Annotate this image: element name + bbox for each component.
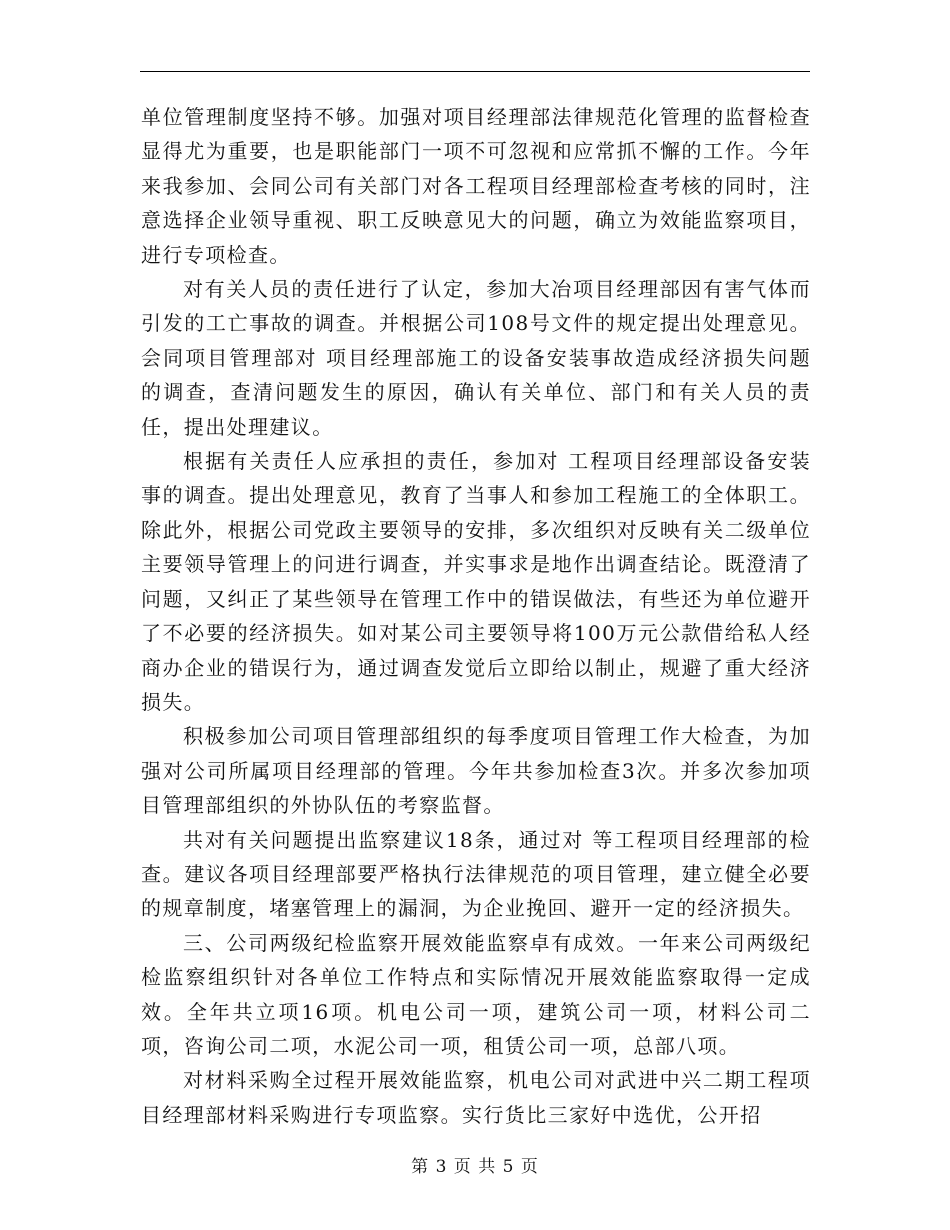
paragraph-3: 根据有关责任人应承担的责任，参加对 工程项目经理部设备安装事的调查。提出处理意见，教育了当事人和参加工程施工的全体职工。除此外，根据公司党政主要领导的安排，多次组织对反映有关二级单位主要领导管理上的问进行调查，并实事求是地作出调查结论。既澄清了问题，又纠正了某些领导在管理工作中的错误做法，有些还为单位避开了不必要的经济损失。如对某公司主要领导将100万元公款借给私人经商办企业的错误行为，通过调查发觉后立即给以制止，规避了重大经济损失。 bbox=[141, 449, 811, 714]
paragraph-2: 对有关人员的责任进行了认定，参加大冶项目经理部因有害气体而引发的工亡事故的调查。并根据公司108号文件的规定提出处理意见。会同项目管理部对 项目经理部施工的设备安装事故造成经济损失问题的调查，查清问题发生的原因，确认有关单位、部门和有关人员的责任，提出处理建议。 bbox=[141, 277, 811, 439]
paragraph-1: 单位管理制度坚持不够。加强对项目经理部法律规范化管理的监督检查显得尤为重要，也是职能部门一项不可忽视和应常抓不懈的工作。今年来我参加、会同公司有关部门对各工程项目经理部检查考核的同时，注意选择企业领导重视、职工反映意见大的问题，确立为效能监察项目，进行专项检查。 bbox=[141, 105, 811, 267]
header-rule bbox=[140, 71, 810, 72]
page-number-footer: 第 3 页 共 5 页 bbox=[411, 1157, 539, 1177]
paragraph-4: 积极参加公司项目管理部组织的每季度项目管理工作大检查，为加强对公司所属项目经理部的管理。今年共参加检查3次。并多次参加项目管理部组织的外协队伍的考察监督。 bbox=[141, 724, 811, 818]
paragraph-5: 共对有关问题提出监察建议18条，通过对 等工程项目经理部的检查。建议各项目经理部要严格执行法律规范的项目管理，建立健全必要的规章制度，堵塞管理上的漏洞，为企业挽回、避开一定的经济损失。 bbox=[141, 827, 811, 921]
document-body bbox=[141, 100, 811, 1132]
paragraph-7: 对材料采购全过程开展效能监察，机电公司对武进中兴二期工程项目经理部材料采购进行专项监察。实行货比三家好中选优，公开招 bbox=[141, 1068, 811, 1127]
paragraph-6: 三、公司两级纪检监察开展效能监察卓有成效。一年来公司两级纪检监察组织针对各单位工作特点和实际情况开展效能监察取得一定成效。全年共立项16项。机电公司一项，建筑公司一项，材料公司二项，咨询公司二项，水泥公司一项，租赁公司一项，总部八项。 bbox=[141, 930, 811, 1058]
